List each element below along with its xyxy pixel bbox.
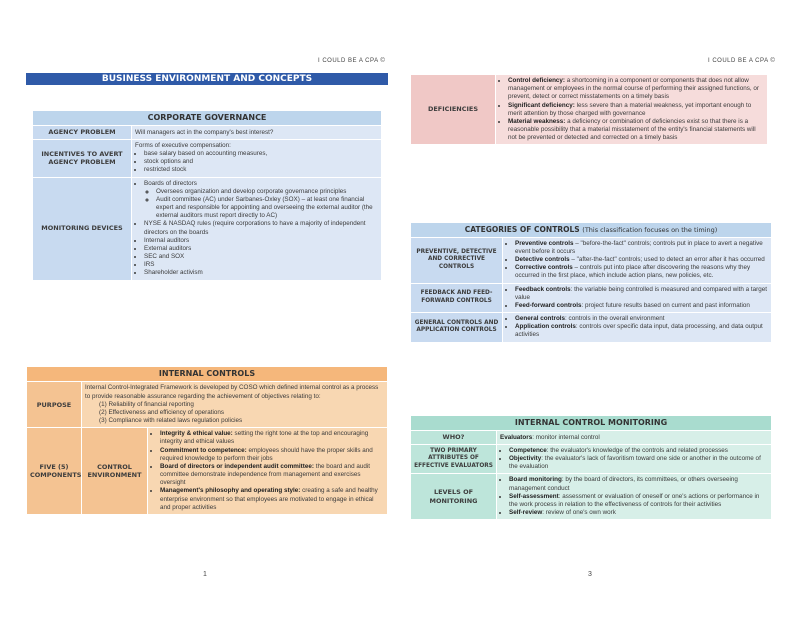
row-label: PURPOSE: [27, 382, 82, 428]
row-label: GENERAL CONTROLS AND APPLICATION CONTROLS: [411, 313, 503, 343]
list-item: • Detective controls – "after-the-fact" controls; used to detect an error after it has occurred: [515, 256, 768, 264]
list-item: • Feed-forward controls: project future results based on current and past information: [515, 302, 768, 310]
list-item: • restricted stock: [144, 166, 378, 174]
page-number: 1: [203, 571, 207, 578]
list-item: • Feedback controls: the variable being controlled is measured and compared with a target value: [515, 286, 768, 302]
row-content: [497, 474, 772, 520]
section-header: CORPORATE GOVERNANCE: [33, 111, 382, 126]
row-label: DEFICIENCIES: [411, 75, 496, 145]
row-content: [496, 75, 768, 145]
row-label: PREVENTIVE, DETECTIVE AND CORRECTIVE CONTROLS: [411, 237, 503, 283]
list-item: • Board of directors or independent audit committee: the board and audit committee demonstrate independence from management and exercises oversight: [160, 463, 384, 488]
row-content: Will managers act in the company's best interest?: [132, 126, 382, 139]
row-label: INCENTIVES TO AVERT AGENCY PROBLEM: [33, 139, 132, 177]
row-content: Internal Control-Integrated Framework is developed by COSO which defined internal control as a process to provide reasonable assurance regarding the achievement of objectives relating to: (1) Reliability of financial reporting (2) Effectiveness and efficiency of operations (3) Compliance with related laws regulation policies: [82, 382, 388, 428]
list-item: • Commitment to competence: employees should have the proper skills and required knowledge to perform their jobs: [160, 447, 384, 463]
row-label: AGENCY PROBLEM: [33, 126, 132, 139]
row-content: [132, 177, 382, 280]
list-item: • Material weakness: a deficiency or combination of deficiencies exist so that there is a reasonable possibility that a material misstatement of the entity's financial statements will not be prevented or detected and corrected on a timely basis: [508, 118, 764, 143]
list-item: • Self-assessment: assessment or evaluation of oneself or one's actions or performance in the work process in relation to the effectiveness of controls for their activities: [509, 493, 768, 509]
internal-controls-table: [26, 366, 388, 515]
list-item: • Objectivity: the evaluator's lack of favoritism toward one side or another in the outcome of the evaluation: [509, 455, 768, 471]
categories-of-controls-table: [410, 222, 772, 343]
row-label: WHO?: [411, 431, 497, 444]
list-item: • Management's philosophy and operating style: creating a safe and healthy enterprise environment so that employees are motivated to engage in ethical and proper activities: [160, 487, 384, 512]
row-content: Evaluators: monitor internal control: [497, 431, 772, 444]
row-content: Forms of executive compensation: • base salary based on accounting measures, • stock options and • restricted stock: [132, 139, 382, 177]
corporate-governance-table: [32, 110, 382, 281]
objective-item: (2) Effectiveness and efficiency of operations: [99, 408, 225, 416]
list-item: • Boards of directors ◦ Oversees organization and develop corporate governance principles ◦ Audit committee (AC) under Sarbanes-Oxley (SOX) – at least one financial expert and responsible for appointing and overseeing the external auditor (the external auditors must report directly to AC): [144, 180, 378, 221]
list-item: • Application controls: controls over specific data input, data processing, and data output activities: [515, 323, 768, 339]
list-item: • Self-review: review of one's own work: [509, 509, 768, 517]
list-item: • Control deficiency: a shortcoming in a component or components that does not allow management or employees in the normal course of performing their assigned functions, or prevent, detect or correct misstatements on a timely basis: [508, 77, 764, 102]
list-item: • SEC and SOX: [144, 253, 378, 261]
list-item: • External auditors: [144, 245, 378, 253]
page-title: BUSINESS ENVIRONMENT AND CONCEPTS: [26, 73, 388, 85]
list-item: • Shareholder activism: [144, 269, 378, 277]
row-label: FEEDBACK AND FEED-FORWARD CONTROLS: [411, 283, 503, 313]
list-item: • General controls: controls in the overall environment: [515, 315, 768, 323]
deficiencies-table: [410, 74, 768, 145]
list-item: • Integrity & ethical value: setting the right tone at the top and encouraging integrity and ethical values: [160, 430, 384, 446]
row-sublabel: CONTROL ENVIRONMENT: [82, 428, 148, 515]
row-content: [503, 313, 772, 343]
row-content: [503, 237, 772, 283]
list-item: ◦ Audit committee (AC) under Sarbanes-Oxley (SOX) – at least one financial expert and responsible for appointing and overseeing the external auditor (the external auditors must report directly to AC): [156, 196, 378, 221]
list-item: • stock options and: [144, 158, 378, 166]
row-label: FIVE (5) COMPONENTS: [27, 428, 82, 515]
list-item: ◦ Oversees organization and develop corporate governance principles: [156, 188, 378, 196]
list-item: • Internal auditors: [144, 237, 378, 245]
row-content: [503, 283, 772, 313]
list-item: • Board monitoring: by the board of directors, its committees, or others overseeing management conduct: [509, 476, 768, 492]
row-content: [497, 444, 772, 474]
list-item: • IRS: [144, 261, 378, 269]
section-header: CATEGORIES OF CONTROLS (This classification focuses on the timing): [411, 223, 772, 238]
list-item: • Significant deficiency: less severe than a material weakness, yet important enough to merit attention by those charged with governance: [508, 102, 764, 118]
section-header: INTERNAL CONTROLS: [27, 367, 388, 382]
list-item: • base salary based on accounting measures,: [144, 150, 378, 158]
list-item: • Corrective controls – controls put into place after discovering the reasons why they occurred in the first place, which include action plans, new policies, etc.: [515, 264, 768, 280]
brand-watermark: I COULD BE A CPA ©: [318, 58, 386, 64]
row-label: MONITORING DEVICES: [33, 177, 132, 280]
list-item: • Competence: the evaluator's knowledge of the controls and related processes: [509, 447, 768, 455]
header-note: (This classification focuses on the timing): [582, 226, 718, 234]
row-content: [148, 428, 388, 515]
internal-control-monitoring-table: [410, 415, 772, 520]
list-item: • Preventive controls – "before-the-fact" controls; controls put in place to avert a negative event before it occurs: [515, 240, 768, 256]
objective-item: (3) Compliance with related laws regulation policies: [99, 417, 243, 425]
objective-item: (1) Reliability of financial reporting: [99, 400, 194, 408]
row-label: TWO PRIMARY ATTRIBUTES OF EFFECTIVE EVALUATORS: [411, 444, 497, 474]
list-item: • NYSE & NASDAQ rules (require corporations to have a majority of independent directors on the boards: [144, 220, 378, 236]
brand-watermark: I COULD BE A CPA ©: [708, 58, 776, 64]
section-header: INTERNAL CONTROL MONITORING: [411, 416, 772, 431]
row-label: LEVELS OF MONITORING: [411, 474, 497, 520]
page-number: 3: [588, 571, 592, 578]
